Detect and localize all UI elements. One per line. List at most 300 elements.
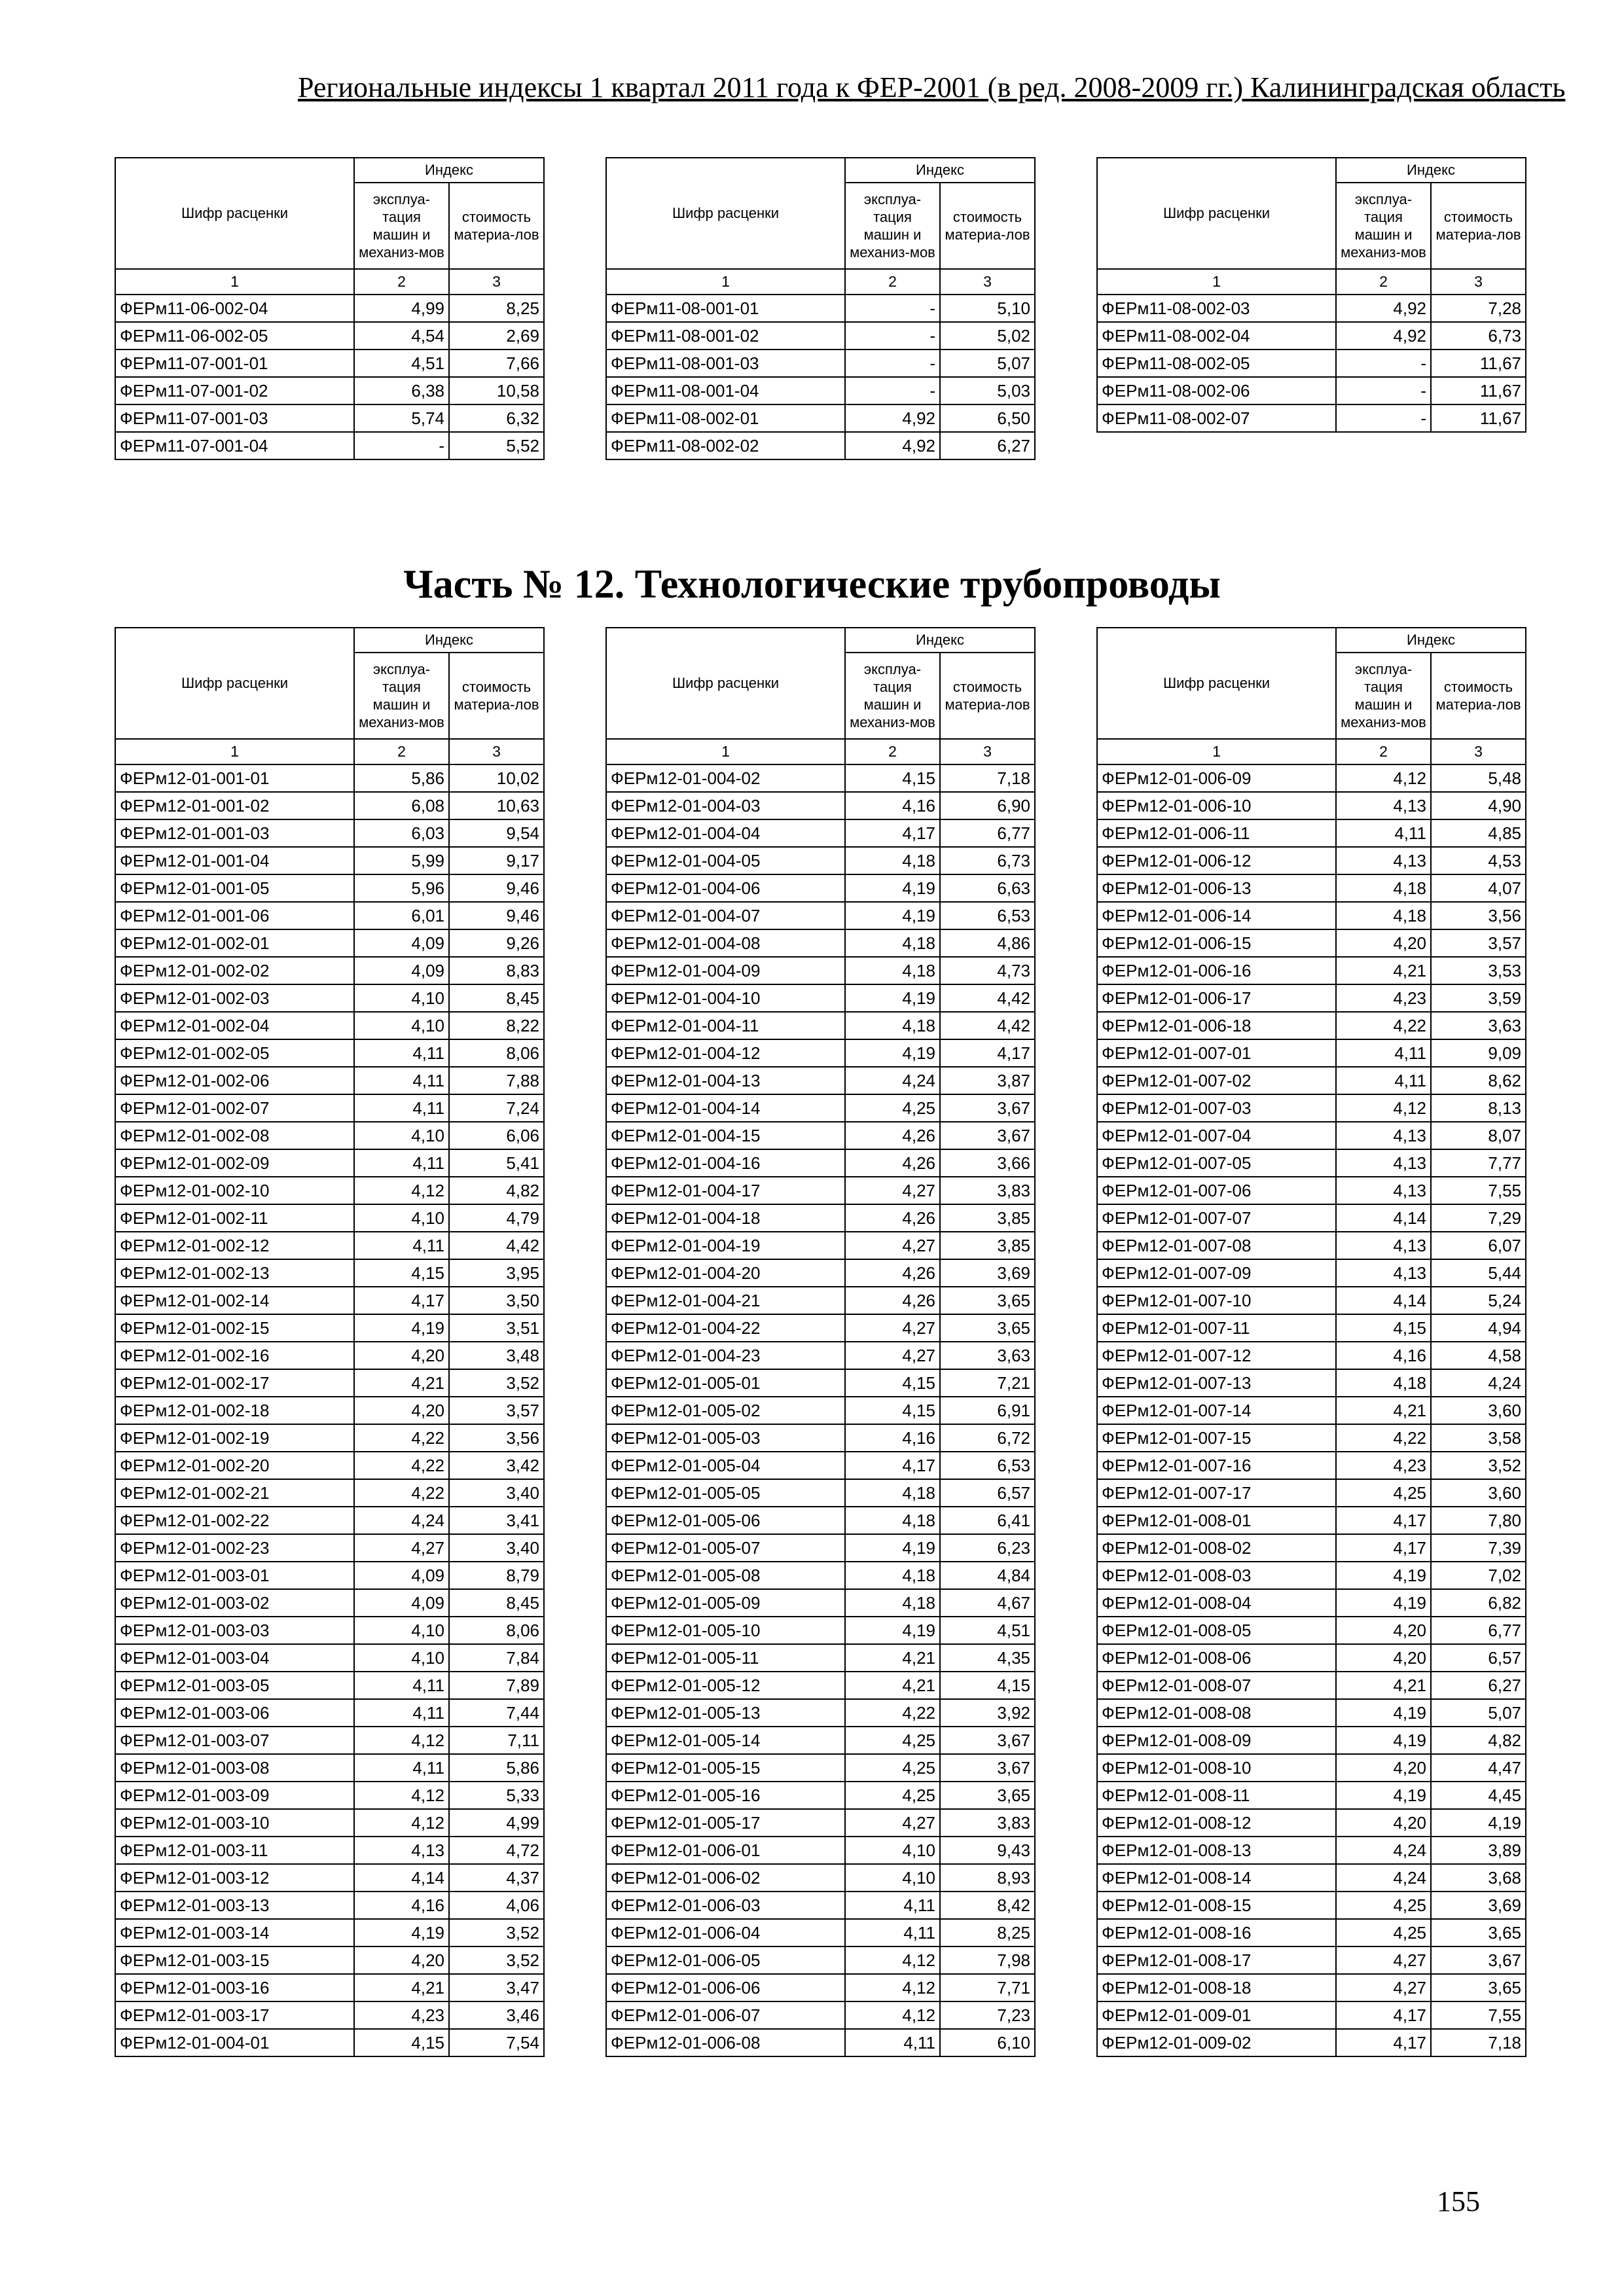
cell-materials: 6,73 [1431,322,1526,350]
cell-materials: 7,55 [1431,2001,1526,2029]
cell-materials: 5,07 [940,350,1035,377]
cell-materials: 8,22 [449,1012,544,1039]
cell-machines: 4,21 [845,1672,940,1699]
cell-code: ФЕРм12-01-009-02 [1097,2029,1336,2056]
cell-machines: 4,16 [354,1892,449,1919]
cell-machines: 6,03 [354,819,449,847]
table-row [606,1424,1035,1452]
table-row [606,295,1035,322]
cell-machines: 4,13 [354,1837,449,1864]
table-row [1097,350,1526,377]
col-header-index: Индекс [354,158,544,183]
cell-materials: 9,26 [449,929,544,957]
cell-materials: 4,84 [940,1562,1035,1589]
cell-machines: 4,18 [845,1589,940,1617]
cell-materials: 7,21 [940,1369,1035,1397]
col-number-3: 3 [1431,739,1526,764]
cell-code: ФЕРм12-01-004-05 [606,847,845,874]
cell-machines: 4,22 [354,1424,449,1452]
cell-code: ФЕРм12-01-003-12 [115,1864,354,1892]
table-row [606,322,1035,350]
cell-code: ФЕРм12-01-004-13 [606,1067,845,1094]
cell-code: ФЕРм12-01-007-07 [1097,1204,1336,1232]
table-row [1097,1809,1526,1837]
table-row [1097,1397,1526,1424]
table-row [606,929,1035,957]
col-number-3: 3 [940,269,1035,295]
cell-code: ФЕРм12-01-003-16 [115,1974,354,2001]
cell-machines: 4,23 [354,2001,449,2029]
table-row [606,1534,1035,1562]
cell-code: ФЕРм12-01-004-18 [606,1204,845,1232]
cell-machines: 4,13 [1336,1259,1431,1287]
cell-code: ФЕРм12-01-004-21 [606,1287,845,1314]
table-row [606,1727,1035,1754]
col-number-1: 1 [606,269,845,295]
cell-code: ФЕРм12-01-002-18 [115,1397,354,1424]
table-row [115,1067,544,1094]
cell-code: ФЕРм12-01-007-08 [1097,1232,1336,1259]
cell-materials: 9,43 [940,1837,1035,1864]
col-header-machines: эксплуа-тация машин и механиз-мов [845,653,940,739]
cell-code: ФЕРм12-01-008-18 [1097,1974,1336,2001]
cell-materials: 3,41 [449,1507,544,1534]
cell-materials: 8,45 [449,984,544,1012]
cell-code: ФЕРм12-01-008-13 [1097,1837,1336,1864]
cell-machines: 4,18 [845,1479,940,1507]
cell-code: ФЕРм12-01-003-15 [115,1946,354,1974]
cell-materials: 8,79 [449,1562,544,1589]
table-row [115,1507,544,1534]
cell-materials: 5,48 [1431,764,1526,792]
cell-code: ФЕРм12-01-008-16 [1097,1919,1336,1946]
cell-machines: 4,92 [1336,322,1431,350]
cell-materials: 3,50 [449,1287,544,1314]
cell-materials: 7,24 [449,1094,544,1122]
cell-machines: 5,86 [354,764,449,792]
cell-code: ФЕРм12-01-005-08 [606,1562,845,1589]
cell-code: ФЕРм12-01-004-20 [606,1259,845,1287]
cell-machines: 4,92 [845,432,940,459]
col-header-index: Индекс [845,158,1035,183]
cell-code: ФЕРм12-01-002-22 [115,1507,354,1534]
cell-code: ФЕРм12-01-005-04 [606,1452,845,1479]
cell-materials: 3,89 [1431,1837,1526,1864]
table-row [1097,1369,1526,1397]
col-number-3: 3 [940,739,1035,764]
cell-code: ФЕРм12-01-001-03 [115,819,354,847]
cell-machines: 4,16 [1336,1342,1431,1369]
table-row [606,350,1035,377]
cell-code: ФЕРм11-08-002-05 [1097,350,1336,377]
cell-machines: 4,18 [845,1562,940,1589]
cell-materials: 4,67 [940,1589,1035,1617]
cell-machines: 4,21 [1336,1397,1431,1424]
table-row [1097,1672,1526,1699]
col-number-2: 2 [845,269,940,295]
table-row [606,1342,1035,1369]
cell-machines: 4,12 [354,1782,449,1809]
cell-machines: 4,12 [354,1177,449,1204]
cell-machines: 4,11 [1336,1039,1431,1067]
cell-machines: 4,15 [845,764,940,792]
table-row [115,874,544,902]
cell-machines: 4,26 [845,1287,940,1314]
cell-materials: 3,56 [1431,902,1526,929]
table-row [115,432,544,459]
cell-code: ФЕРм12-01-006-12 [1097,847,1336,874]
cell-materials: 3,51 [449,1314,544,1342]
cell-machines: 4,22 [1336,1012,1431,1039]
cell-materials: 4,51 [940,1617,1035,1644]
table-row [606,1946,1035,1974]
col-header-code: Шифр расценки [1097,628,1336,739]
cell-machines: 4,26 [845,1259,940,1287]
cell-materials: 3,83 [940,1177,1035,1204]
cell-materials: 3,95 [449,1259,544,1287]
cell-machines: 4,11 [1336,819,1431,847]
cell-code: ФЕРм12-01-005-14 [606,1727,845,1754]
cell-code: ФЕРм12-01-007-17 [1097,1479,1336,1507]
cell-code: ФЕРм12-01-004-02 [606,764,845,792]
cell-code: ФЕРм12-01-005-15 [606,1754,845,1782]
table-row [606,1507,1035,1534]
cell-machines: 4,19 [1336,1562,1431,1589]
cell-code: ФЕРм12-01-002-12 [115,1232,354,1259]
cell-machines: 4,12 [845,1946,940,1974]
table-row [606,874,1035,902]
cell-materials: 3,47 [449,1974,544,2001]
cell-code: ФЕРм12-01-003-08 [115,1754,354,1782]
table-row [1097,1892,1526,1919]
table-row [606,1177,1035,1204]
table-row [1097,902,1526,929]
col-number-1: 1 [1097,739,1336,764]
cell-code: ФЕРм11-08-002-02 [606,432,845,459]
cell-machines: 4,20 [354,1397,449,1424]
cell-machines: 4,20 [354,1946,449,1974]
cell-materials: 6,23 [940,1534,1035,1562]
table-row [1097,1232,1526,1259]
cell-materials: 5,02 [940,322,1035,350]
cell-machines: 4,10 [845,1837,940,1864]
cell-code: ФЕРм12-01-006-06 [606,1974,845,2001]
cell-materials: 5,33 [449,1782,544,1809]
cell-materials: 3,67 [940,1122,1035,1149]
cell-materials: 11,67 [1431,350,1526,377]
cell-materials: 3,56 [449,1424,544,1452]
cell-code: ФЕРм12-01-005-07 [606,1534,845,1562]
table-row [1097,819,1526,847]
table-row [1097,1946,1526,1974]
cell-machines: 4,15 [354,1259,449,1287]
table-row [606,1479,1035,1507]
cell-code: ФЕРм11-07-001-03 [115,404,354,432]
cell-machines: 4,27 [845,1809,940,1837]
cell-code: ФЕРм11-08-001-04 [606,377,845,404]
cell-machines: 4,12 [845,2001,940,2029]
cell-machines: 5,74 [354,404,449,432]
index-table [1096,157,1526,433]
cell-code: ФЕРм12-01-005-13 [606,1699,845,1727]
cell-code: ФЕРм12-01-003-14 [115,1919,354,1946]
table-grid [605,627,1036,2057]
cell-machines: 4,24 [354,1507,449,1534]
table-row [606,957,1035,984]
table-row [1097,1534,1526,1562]
cell-materials: 4,17 [940,1039,1035,1067]
cell-materials: 3,65 [1431,1919,1526,1946]
page-number: 155 [1437,2185,1480,2217]
table-row [1097,1617,1526,1644]
cell-machines: 4,19 [845,1534,940,1562]
cell-materials: 5,44 [1431,1259,1526,1287]
table-row [1097,1012,1526,1039]
table-row [606,1974,1035,2001]
table-row [115,2029,544,2056]
cell-machines: 4,26 [845,1122,940,1149]
cell-code: ФЕРм11-08-002-07 [1097,404,1336,432]
cell-machines: 4,26 [845,1149,940,1177]
col-number-2: 2 [1336,739,1431,764]
cell-code: ФЕРм11-06-002-05 [115,322,354,350]
cell-code: ФЕРм12-01-006-18 [1097,1012,1336,1039]
table-row [1097,1507,1526,1534]
table-row [606,1754,1035,1782]
table-row [606,984,1035,1012]
cell-machines: 4,17 [845,819,940,847]
cell-machines: 4,17 [1336,2029,1431,2056]
table-row [606,2001,1035,2029]
cell-materials: 7,02 [1431,1562,1526,1589]
col-header-code: Шифр расценки [115,628,354,739]
cell-machines: 4,51 [354,350,449,377]
table-row [115,1699,544,1727]
cell-machines: 4,18 [1336,902,1431,929]
cell-code: ФЕРм12-01-006-03 [606,1892,845,1919]
cell-materials: 5,10 [940,295,1035,322]
cell-code: ФЕРм12-01-003-07 [115,1727,354,1754]
table-row [1097,1562,1526,1589]
cell-materials: 8,45 [449,1589,544,1617]
cell-machines: 4,92 [1336,295,1431,322]
cell-machines: 4,23 [1336,1452,1431,1479]
cell-code: ФЕРм12-01-002-02 [115,957,354,984]
table-row [1097,1782,1526,1809]
cell-materials: 6,53 [940,1452,1035,1479]
cell-materials: 8,62 [1431,1067,1526,1094]
cell-machines: 4,24 [1336,1864,1431,1892]
col-number-2: 2 [845,739,940,764]
col-header-code: Шифр расценки [1097,158,1336,269]
cell-materials: 3,40 [449,1534,544,1562]
cell-materials: 5,86 [449,1754,544,1782]
cell-code: ФЕРм12-01-004-23 [606,1342,845,1369]
cell-machines: 4,27 [1336,1946,1431,1974]
cell-machines: 4,12 [354,1809,449,1837]
cell-code: ФЕРм11-08-001-01 [606,295,845,322]
cell-machines: 4,09 [354,1589,449,1617]
table-row [1097,957,1526,984]
cell-code: ФЕРм12-01-002-01 [115,929,354,957]
col-header-materials: стоимость материа-лов [940,653,1035,739]
cell-machines: 4,18 [845,1012,940,1039]
cell-materials: 6,82 [1431,1589,1526,1617]
cell-code: ФЕРм12-01-006-04 [606,1919,845,1946]
cell-materials: 4,85 [1431,819,1526,847]
cell-code: ФЕРм12-01-002-17 [115,1369,354,1397]
cell-code: ФЕРм12-01-002-09 [115,1149,354,1177]
cell-code: ФЕРм12-01-004-08 [606,929,845,957]
cell-machines: 4,09 [354,929,449,957]
cell-code: ФЕРм12-01-002-10 [115,1177,354,1204]
col-header-machines: эксплуа-тация машин и механиз-мов [1336,653,1431,739]
cell-machines: 5,99 [354,847,449,874]
table-row [115,1149,544,1177]
cell-machines: 4,19 [1336,1589,1431,1617]
cell-code: ФЕРм12-01-007-10 [1097,1287,1336,1314]
cell-materials: 3,66 [940,1149,1035,1177]
cell-code: ФЕРм12-01-008-09 [1097,1727,1336,1754]
cell-materials: 7,88 [449,1067,544,1094]
cell-code: ФЕРм12-01-008-02 [1097,1534,1336,1562]
cell-materials: 6,06 [449,1122,544,1149]
cell-code: ФЕРм12-01-006-09 [1097,764,1336,792]
cell-code: ФЕРм12-01-001-01 [115,764,354,792]
table-row [115,404,544,432]
cell-machines: 4,11 [354,1754,449,1782]
table-row [1097,792,1526,819]
cell-machines: 4,18 [845,957,940,984]
table-row [606,1287,1035,1314]
cell-machines: 4,11 [845,2029,940,2056]
cell-code: ФЕРм12-01-007-14 [1097,1397,1336,1424]
table-row [115,295,544,322]
cell-code: ФЕРм12-01-003-10 [115,1809,354,1837]
cell-code: ФЕРм12-01-001-04 [115,847,354,874]
page-header: Региональные индексы 1 квартал 2011 года к ФЕР-2001 (в ред. 2008-2009 гг.) Калининградская область [298,71,1566,103]
table-row [606,1699,1035,1727]
cell-materials: 3,57 [449,1397,544,1424]
col-header-index: Индекс [1336,158,1526,183]
cell-machines: 4,13 [1336,847,1431,874]
cell-machines: 4,14 [1336,1287,1431,1314]
cell-materials: 7,18 [940,764,1035,792]
cell-code: ФЕРм12-01-002-15 [115,1314,354,1342]
cell-materials: 6,50 [940,404,1035,432]
cell-machines: 4,17 [845,1452,940,1479]
cell-code: ФЕРм12-01-003-06 [115,1699,354,1727]
cell-code: ФЕРм12-01-003-01 [115,1562,354,1589]
cell-materials: 5,41 [449,1149,544,1177]
cell-machines: 4,18 [845,1507,940,1534]
table-row [1097,1287,1526,1314]
cell-machines: 4,21 [1336,1672,1431,1699]
table-row [1097,1424,1526,1452]
table-row [115,1946,544,1974]
table-row [115,1864,544,1892]
table-row [115,1727,544,1754]
table-row [115,1012,544,1039]
cell-materials: 5,52 [449,432,544,459]
cell-code: ФЕРм12-01-001-02 [115,792,354,819]
col-header-code: Шифр расценки [606,628,845,739]
col-number-3: 3 [449,269,544,295]
cell-code: ФЕРм12-01-008-12 [1097,1809,1336,1837]
cell-materials: 6,27 [1431,1672,1526,1699]
cell-materials: 3,69 [940,1259,1035,1287]
cell-code: ФЕРм12-01-007-06 [1097,1177,1336,1204]
cell-machines: 4,22 [354,1479,449,1507]
table-grid [115,627,545,2057]
cell-materials: 3,67 [1431,1946,1526,1974]
cell-machines: 4,22 [1336,1424,1431,1452]
table-row [115,1534,544,1562]
cell-machines: 4,17 [354,1287,449,1314]
table-row [1097,1479,1526,1507]
table-row [606,902,1035,929]
cell-code: ФЕРм12-01-001-05 [115,874,354,902]
cell-materials: 3,42 [449,1452,544,1479]
cell-machines: 4,27 [845,1232,940,1259]
cell-materials: 7,77 [1431,1149,1526,1177]
cell-machines: 4,27 [845,1177,940,1204]
table-row [606,1012,1035,1039]
cell-machines: 4,19 [845,902,940,929]
table-row [1097,929,1526,957]
table-row [115,1782,544,1809]
cell-machines: 4,54 [354,322,449,350]
cell-materials: 3,65 [940,1782,1035,1809]
table-row [115,350,544,377]
cell-code: ФЕРм12-01-005-10 [606,1617,845,1644]
cell-machines: - [1336,377,1431,404]
cell-materials: 5,07 [1431,1699,1526,1727]
cell-machines: 4,10 [354,984,449,1012]
table-row [1097,1039,1526,1067]
table-row [115,2001,544,2029]
table-row [606,764,1035,792]
cell-machines: 4,25 [845,1094,940,1122]
cell-materials: 3,67 [940,1754,1035,1782]
cell-code: ФЕРм12-01-007-13 [1097,1369,1336,1397]
table-row [1097,1837,1526,1864]
cell-machines: 4,20 [1336,1644,1431,1672]
cell-code: ФЕРм11-08-001-03 [606,350,845,377]
table-row [115,1259,544,1287]
col-header-index: Индекс [354,628,544,653]
cell-code: ФЕРм11-08-001-02 [606,322,845,350]
cell-materials: 8,06 [449,1617,544,1644]
cell-materials: 3,85 [940,1204,1035,1232]
cell-machines: 4,15 [845,1369,940,1397]
cell-materials: 4,82 [449,1177,544,1204]
table-row [1097,984,1526,1012]
table-row [606,1562,1035,1589]
table-row [606,1259,1035,1287]
cell-materials: 4,19 [1431,1809,1526,1837]
cell-materials: 6,72 [940,1424,1035,1452]
index-table [605,157,1036,460]
cell-machines: 4,16 [845,792,940,819]
cell-materials: 3,52 [449,1919,544,1946]
cell-materials: 3,65 [940,1314,1035,1342]
cell-code: ФЕРм12-01-002-11 [115,1204,354,1232]
cell-materials: 7,39 [1431,1534,1526,1562]
cell-machines: 4,10 [354,1204,449,1232]
cell-materials: 6,07 [1431,1232,1526,1259]
col-header-index: Индекс [1336,628,1526,653]
